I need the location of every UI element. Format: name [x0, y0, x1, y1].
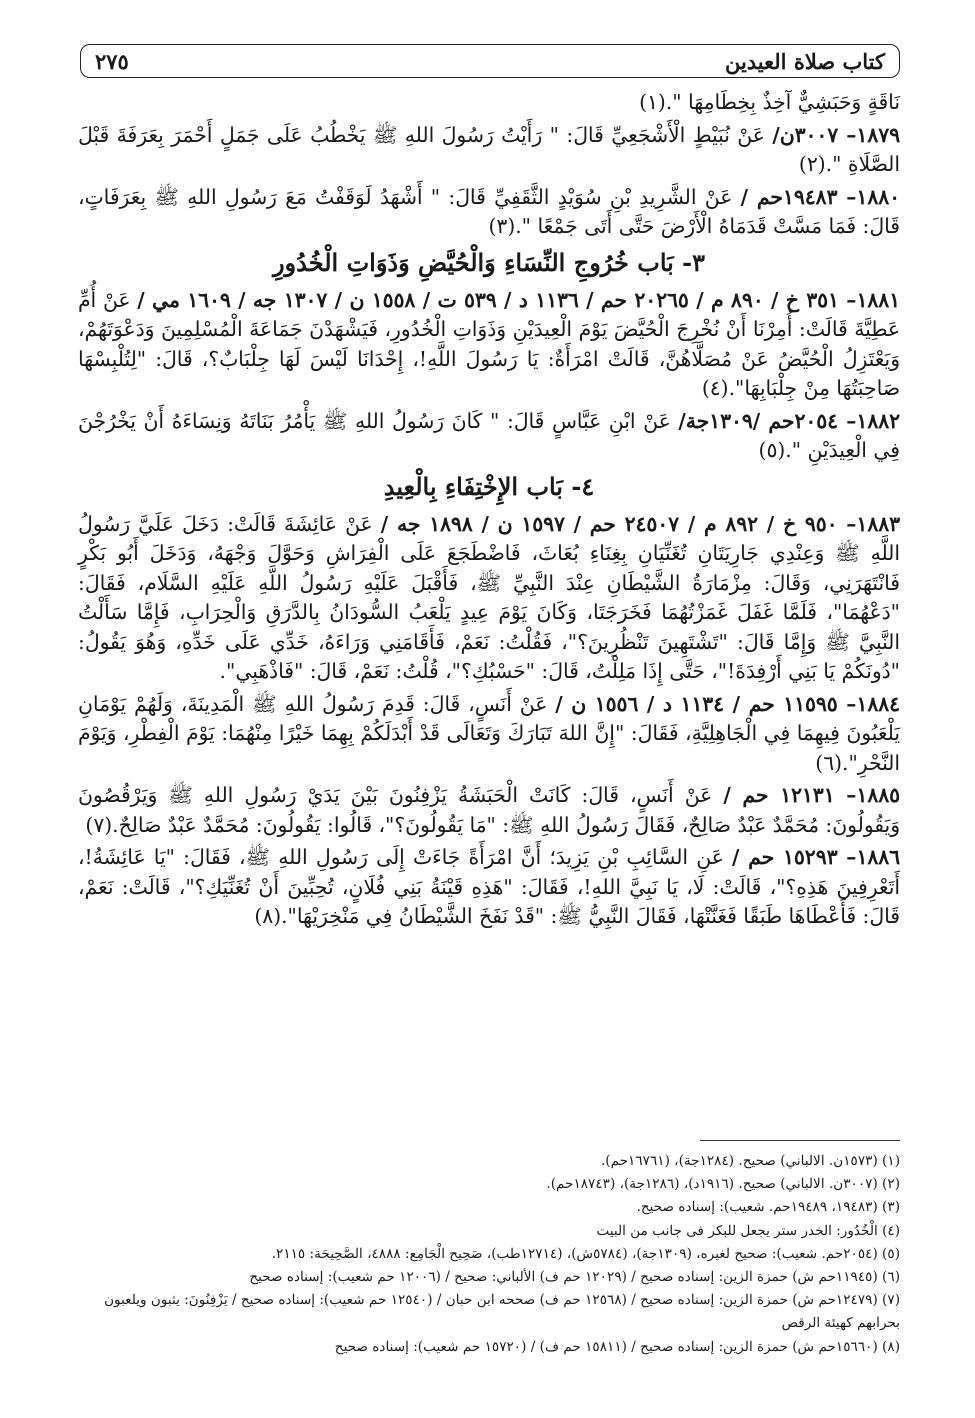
hadith-text: عَنِ السَّائِبِ بْنِ يَزِيدَ؛ أَنَّ امْرَأَةً جَاءَتْ إِلَى رَسُولِ اللهِ ﷺ، فَقَالَ: "يَا عَائِشَةُ!، أَتَعْرِفِينَ هَذِهِ؟"، قَالَتْ: لَا، يَا نَبِيَّ اللهِ!، فَقَالَ: "هَذِهِ قَيْنَةُ بَنِي فُلَانٍ، تُحِبِّينَ أَنْ تُغَنِّيَكِ؟"، قَالَتْ: نَعَمْ، قَالَ: فَأَعْطَاهَا طَبَقًا فَغَنَّتْهَا، فَقَالَ النَّبِيُّ ﷺ: "قَدْ نَفَخَ الشَّيْطَانُ فِي مَنْخِرَيْهَا".(٨)	[78, 845, 900, 928]
hadith-text: عَنْ أَنَسٍ، قَالَ: كَانَتْ الْحَبَشَةُ يَزْفِنُونَ بَيْنَ يَدَيْ رَسُولِ اللهِ ﷺ وَيَرْقُصُونَ وَيَقُولُونَ: مُحَمَّدٌ عَبْدٌ صَالِحٌ، فَقَالَ رَسُولُ اللهِ ﷺ: "مَا يَقُولُونَ؟"، قَالُوا: يَقُولُونَ: مُحَمَّدٌ عَبْدٌ صَالِحٌ.(٧)	[78, 783, 900, 837]
footnote: (٢) (٣٠٠٧ن. الالباني) صحيح. (١٩١٦د)، (١٢٨٦جة)، (١٨٧٤٣حم).	[546, 1176, 900, 1193]
hadith-number: ١٨٨٦– ١٥٢٩٣ حم /	[731, 845, 901, 869]
chapter-title: كتاب صلاة العيدين	[724, 48, 885, 74]
hadith-text: عَنْ نُبَيْطٍ الْأَشْجَعِيِّ قَالَ: " رَأَيْتُ رَسُولَ اللهِ ﷺ يَخْطُبُ عَلَى جَمَلٍ أَحْمَرَ بِعَرَفَةَ قَبْلَ الصَّلَاةِ ".(٢)	[78, 122, 900, 176]
hadith-text: عَنْ الشَّرِيدِ بْنِ سُوَيْدٍ الثَّقَفِيِّ قَالَ: " أَشْهَدُ لَوَقَفْتُ مَعَ رَسُولِ اللهِ ﷺ بِعَرَفَاتٍ، قَالَ: فَمَا مَسَّتْ قَدَمَاهُ الْأَرْضَ حَتَّى أَتَى جَمْعًا ".(٣)	[78, 184, 900, 238]
footnote: (٨) (١٥٦٦٠حم ش) حمزة الزين: إسناده صحيح / (١٥٨١١ حم ف) / (١٥٧٢٠ حم شعيب): إسناده صحيح	[334, 1338, 900, 1355]
hadith-number: ١٨٨١– ٣٥١ خ / ٨٩٠ م / ٢٠٢٦٥ حم / ١١٣٦ د / ٥٣٩ ت / ١٥٥٨ ن / ١٣٠٧ جه / ١٦٠٩ مي /	[137, 287, 901, 312]
page-header	[80, 44, 900, 78]
page-number: ٢٧٥	[95, 48, 129, 74]
section-heading: ٤- بَاب الإِخْتِفَاءِ بِالْعِيدِ	[383, 471, 595, 501]
hadith-1884	[78, 690, 900, 779]
hadith-continuation	[78, 88, 900, 118]
footnote: (٣) (١٩٤٨٣، ١٩٤٨٩حم. شعيب): إسناده صحيح.	[636, 1199, 900, 1216]
hadith-number: ١٨٧٩– ٣٠٠٧ن/	[772, 122, 900, 147]
footnote: (١) (١٥٧٣ن. الالباني) صحيح. (١٢٨٤جة)، (١٦٧٦١حم).	[600, 1153, 900, 1169]
footnotes	[78, 1150, 900, 1359]
hadith-1880	[78, 183, 900, 242]
section-heading: ٣- بَاب خُرُوجِ النِّسَاءِ وَالْحُيَّضِ وَذَوَاتِ الْخُدُورِ	[272, 247, 706, 277]
hadith-1882	[78, 407, 900, 466]
hadith-number: ١٨٨٢– ٢٠٥٤حم /١٣٠٩جة/	[678, 408, 900, 433]
footnote: (٧) (١٢٤٧٩حم ش) حمزة الزين: إسناده صحيح / (١٢٥٦٨ حم ف) صححه ابن حبان / (١٢٥٤٠ حم شعيب): إسناده صحيح / يَزْفِنُونَ: يثبون ويلعبون بحرابهم كهيئة الرقص	[104, 1292, 900, 1332]
hadith-number: ١٨٨٣– ٩٥٠ خ / ٨٩٢ م / ٢٤٥٠٧ حم / ١٥٩٧ ن / ١٨٩٨ جه /	[380, 511, 900, 536]
footnote: (٦) (١١٩٤٥حم ش) حمزة الزين: إسناده صحيح / (١٢٠٢٩ حم ف) الألباني: صحيح / (١٢٠٠٦ حم شعيب): إسناده صحيح	[249, 1269, 900, 1286]
hadith-number: ١٨٨٥– ١٢١٣١ حم /	[723, 783, 900, 807]
hadith-text: نَاقَةٍ وَحَبَشِيٌّ آخِذٌ بِخِطَامِهَا ".(١)	[639, 90, 900, 114]
hadith-1879	[78, 121, 900, 180]
hadith-1886	[78, 843, 900, 932]
hadith-text: عَنْ عَائِشَةَ قَالَتْ: دَخَلَ عَلَيَّ رَسُولُ اللَّهِ ﷺ وَعِنْدِي جَارِيَتَانِ تُغَنِّيَانِ بِغِنَاءِ بُعَاثَ، فَاضْطَجَعَ عَلَى الْفِرَاشِ وَحَوَّلَ وَجْهَهُ، وَدَخَلَ أَبُو بَكْرٍ فَانْتَهَرَنِي، وَقَالَ: مِزْمَارَةُ الشَّيْطَانِ عِنْدَ النَّبِيِّ ﷺ، فَأَقْبَلَ عَلَيْهِ رَسُولُ اللَّهِ عَلَيْهِ السَّلَام، فَقَالَ: "دَعْهُمَا"، فَلَمَّا غَفَلَ غَمَزْتُهُمَا فَخَرَجَتَا، وَكَانَ يَوْمَ عِيدٍ يَلْعَبُ السُّودَانُ بِالدَّرَقِ وَالْحِرَابِ، فَإِمَّا سَأَلْتُ النَّبِيَّ ﷺ وَإِمَّا قَالَ: "تَشْتَهِينَ تَنْظُرِينَ؟"، فَقُلْتُ: نَعَمْ، فَأَقَامَنِي وَرَاءَهُ، خَدِّي عَلَى خَدِّهِ، وَهُوَ يَقُولُ: "دُونَكُمْ يَا بَنِي أَرْفِدَةَ!"، حَتَّى إِذَا مَلِلْتُ، قَالَ: "حَسْبُكِ؟"، قُلْتُ: نَعَمْ، قَالَ: "فَاذْهَبِي".	[78, 511, 900, 683]
footnote-divider	[700, 1140, 900, 1141]
hadith-text: عَنْ أَنَسٍ، قَالَ: قَدِمَ رَسُولُ اللهِ ﷺ الْمَدِينَةَ، وَلَهُمْ يَوْمَانِ يَلْعَبُونَ فِيهِمَا فِي الْجَاهِلِيَّةِ، فَقَالَ: "إِنَّ اللهَ تَبَارَكَ وَتَعَالَى قَدْ أَبْدَلَكُمْ بِهِمَا خَيْرًا مِنْهُمَا: يَوْمَ الْفِطْرِ، وَيَوْمَ النَّحْرِ".(٦)	[78, 691, 900, 775]
hadith-text: عَنْ ابْنِ عَبَّاسٍ قَالَ: " كَانَ رَسُولُ اللهِ ﷺ يَأْمُرُ بَنَاتَهُ وَنِسَاءَهُ أَنْ يَخْرُجْنَ فِي الْعِيدَيْنِ ".(٥)	[78, 408, 900, 462]
hadith-number: ١٨٨٤– ١١٥٩٥ حم / ١١٣٤ د / ١٥٥٦ ن /	[555, 691, 900, 716]
hadith-number: ١٨٨٠– ١٩٤٨٣حم /	[740, 184, 900, 209]
hadith-text: عَنْ أُمِّ عَطِيَّةَ قَالَتْ: أُمِرْنَا أَنْ نُخْرِجَ الْحُيَّضَ يَوْمَ الْعِيدَيْنِ وَذَوَاتِ الْخُدُورِ، فَيَشْهَدْنَ جَمَاعَةَ الْمُسْلِمِينَ وَدَعْوَتَهُمْ، وَيَعْتَزِلُ الْحُيَّضُ عَنْ مُصَلَّاهُنَّ، قَالَتْ امْرَأَةٌ: يَا رَسُولَ اللَّهِ!، إِحْدَانَا لَيْسَ لَهَا جِلْبَابٌ؟، قَالَ: "لِتُلْبِسْهَا صَاحِبَتُهَا مِنْ جِلْبَابِهَا".(٤)	[78, 287, 900, 400]
footnote: (٤) الْخُدُور: الخدر ستر يجعل للبكر فى جانب من البيت	[596, 1222, 900, 1239]
footnote: (٥) (٢٠٥٤حم. شعيب): صحيح لغيره، (١٣٠٩جة)، (٥٧٨٤ش)، (١٢٧١٤طب)، صَحِيح الْجَامِع: ٤٨٨٨، الصَّحِيحَة: ٢١١٥.	[271, 1245, 900, 1262]
hadith-1883	[78, 510, 900, 687]
main-text	[78, 88, 900, 935]
hadith-1885	[78, 781, 900, 840]
hadith-1881	[78, 286, 900, 404]
